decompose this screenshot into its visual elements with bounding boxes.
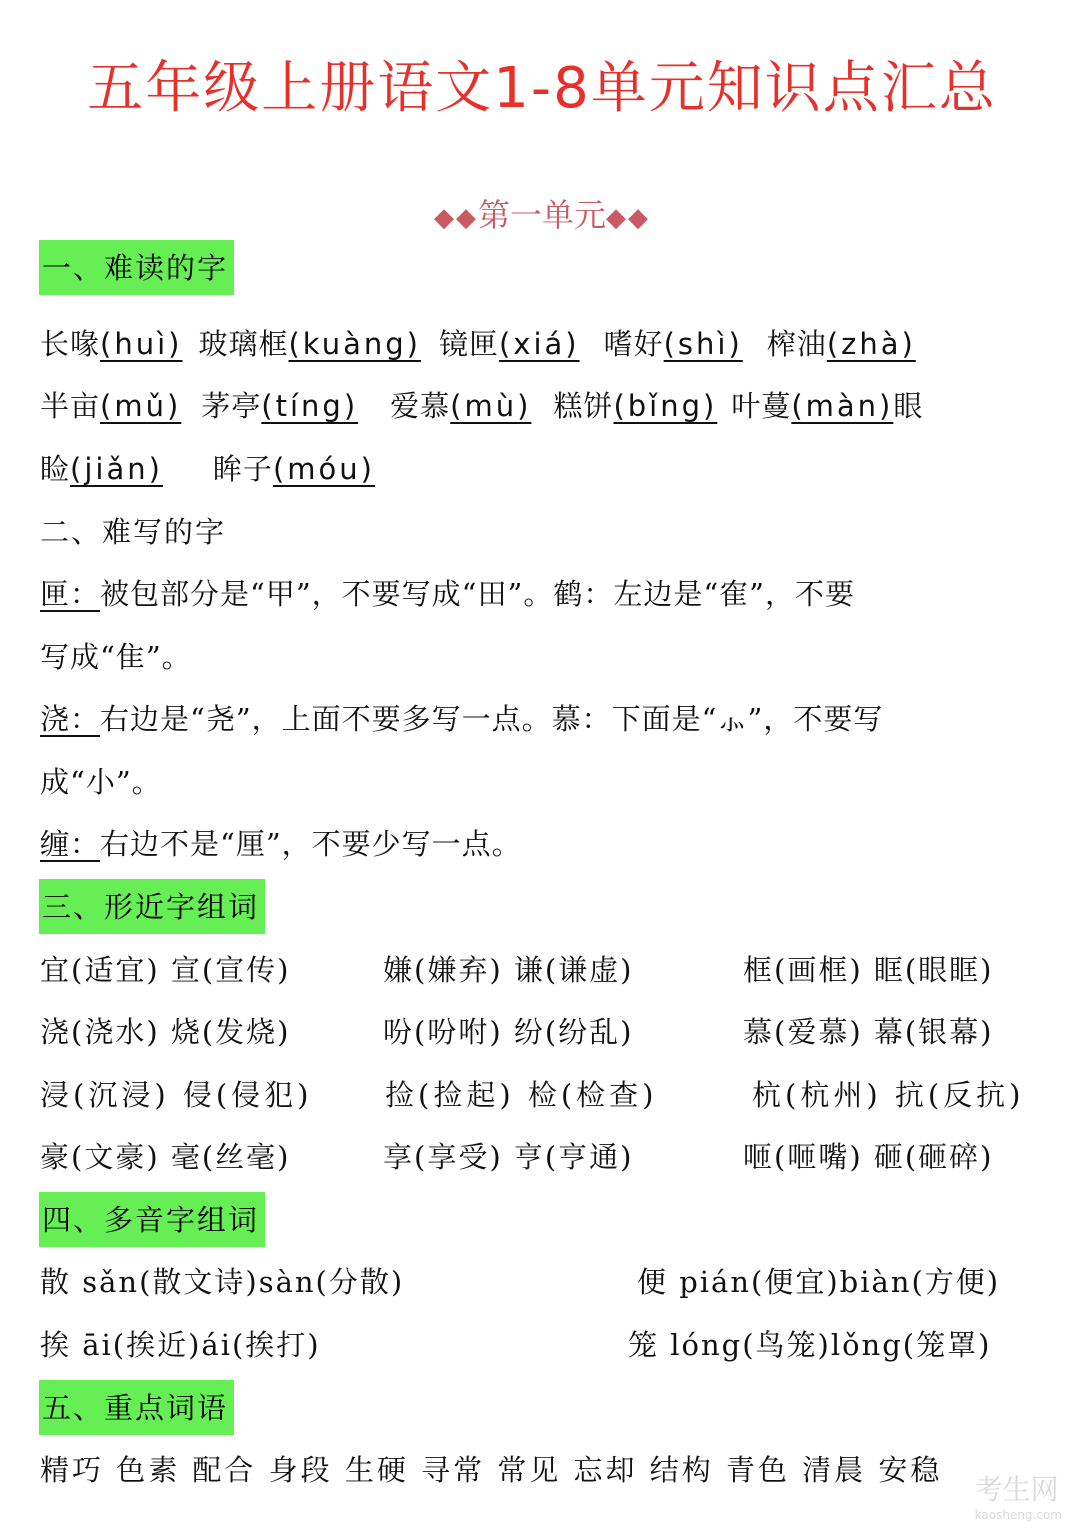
word-group: 享(享受) 亨(亨通) <box>383 1140 634 1174</box>
pinyin: (huì) <box>100 327 183 361</box>
key-char: 浇： <box>40 702 101 736</box>
pinyin: (móu) <box>272 452 375 486</box>
word: 长喙 <box>40 327 101 361</box>
text-line <box>40 572 1064 613</box>
word: 糕饼 <box>553 389 614 423</box>
pinyin: (shì) <box>663 327 743 361</box>
text-line <box>40 447 1064 488</box>
pinyin: (tíng) <box>261 389 359 423</box>
key-char: 匣： <box>40 577 101 611</box>
word-group: 框(画框) 眶(眼眶) <box>743 953 994 987</box>
word-group: 豪(文豪) 毫(丝毫) <box>40 1140 291 1174</box>
word-group: 浸(沉浸) 侵(侵犯) <box>40 1078 313 1112</box>
diamond-left-icon: ◆◆ <box>433 203 478 233</box>
word: 爱慕 <box>390 389 451 423</box>
text-line <box>40 697 1064 738</box>
text-line: 写成“隹”。 <box>40 640 192 674</box>
word-group: 宜(适宜) 宣(宣传) <box>40 953 291 987</box>
text-line <box>40 384 1064 425</box>
section-heading-3: 三、形近字组词 <box>39 879 265 934</box>
word: 镜匣 <box>438 327 499 361</box>
pinyin: (xiá) <box>498 327 580 361</box>
pinyin: (jiǎn) <box>70 452 163 486</box>
word: 眸子 <box>212 452 273 486</box>
polyphone-entry: 便 pián(便宜)biàn(方便) <box>637 1265 1001 1299</box>
diamond-right-icon: ◆◆ <box>606 203 650 233</box>
pinyin: (zhà) <box>826 327 916 361</box>
page-title: 五年级上册语文1-8单元知识点汇总 <box>87 56 997 121</box>
unit-heading <box>0 190 1084 236</box>
word-group: 嫌(嫌弃) 谦(谦虚) <box>383 953 634 987</box>
word: 半亩 <box>40 389 101 423</box>
word-group: 捡(捡起) 检(检查) <box>385 1078 658 1112</box>
word: 叶蔓 <box>731 389 792 423</box>
note-text: 右边是“尧”，上面不要多写一点。慕：下面是“⺗”，不要写 <box>100 702 884 736</box>
polyphone-entry: 挨 āi(挨近)ái(挨打) <box>40 1328 321 1362</box>
watermark-brand: 考生网 <box>974 1473 1059 1506</box>
polyphone-entry: 散 sǎn(散文诗)sàn(分散) <box>40 1265 405 1299</box>
word-group: 慕(爱慕) 幕(银幕) <box>743 1015 994 1049</box>
pinyin: (mù) <box>450 389 532 423</box>
word: 榨油 <box>766 327 827 361</box>
word-group: 杭(杭州) 抗(反抗) <box>752 1078 1025 1112</box>
word-group: 咂(咂嘴) 砸(砸碎) <box>743 1140 994 1174</box>
word-group: 浇(浇水) 烧(发烧) <box>40 1015 291 1049</box>
unit-label: 第一单元 <box>477 196 606 234</box>
word: 茅亭 <box>201 389 262 423</box>
watermark-logo <box>975 1468 1062 1522</box>
section-heading-2: 二、难写的字 <box>40 515 227 549</box>
note-text: 被包部分是“甲”，不要写成“田”。鹤：左边是“隺”，不要 <box>100 577 855 611</box>
section-heading-5: 五、重点词语 <box>39 1380 234 1435</box>
word: 睑 <box>40 452 71 486</box>
word: 玻璃框 <box>198 327 289 361</box>
word: 嗜好 <box>603 327 664 361</box>
pinyin: (kuàng) <box>288 327 421 361</box>
key-words: 精巧 色素 配合 身段 生硬 寻常 常见 忘却 结构 青色 清晨 安稳 <box>40 1453 943 1487</box>
watermark-url: kaosheng.com <box>974 1508 1062 1522</box>
word-group: 吩(吩咐) 纷(纷乱) <box>383 1015 634 1049</box>
pinyin: (màn) <box>791 389 894 423</box>
text-line: 成“小”。 <box>40 765 162 799</box>
polyphone-entry: 笼 lóng(鸟笼)lǒng(笼罩) <box>628 1328 992 1362</box>
text-line <box>40 822 1064 863</box>
pinyin: (mǔ) <box>100 389 182 423</box>
key-char: 缠： <box>40 827 101 861</box>
text-line <box>40 322 1064 363</box>
section-heading-1: 一、难读的字 <box>39 240 234 295</box>
pinyin: (bǐng) <box>613 389 718 423</box>
word: 眼 <box>893 389 924 423</box>
section-heading-4: 四、多音字组词 <box>39 1192 265 1247</box>
note-text: 右边不是“厘”，不要少写一点。 <box>100 827 522 861</box>
